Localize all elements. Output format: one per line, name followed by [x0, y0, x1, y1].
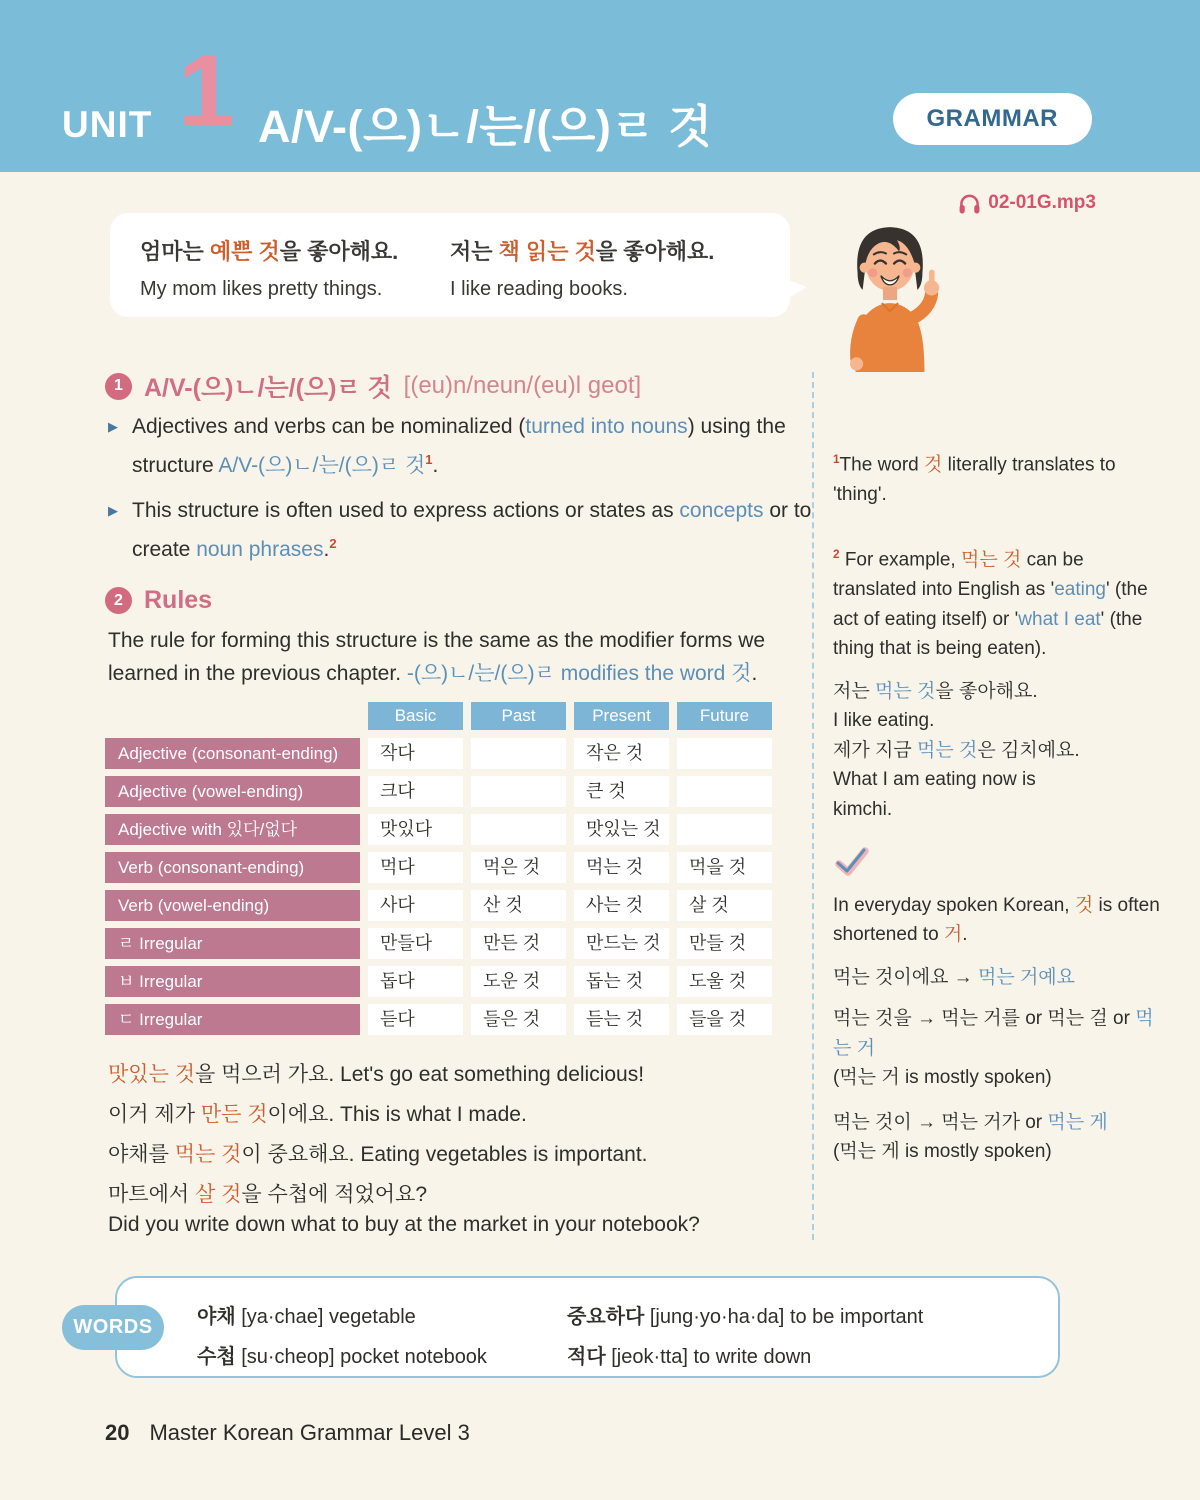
sidebar-example-line: I like eating.	[833, 710, 935, 732]
word-romanization: [jeok·tta]	[611, 1346, 688, 1368]
example-sentence	[108, 1140, 818, 1170]
check-icon	[833, 846, 869, 877]
table-row	[105, 738, 785, 769]
word-korean: 적다	[567, 1346, 606, 1368]
sidebar-example-line: What I am eating now is	[833, 769, 1036, 791]
table-cell: 크다	[368, 776, 463, 807]
example-line: 이거 제가 만든 것이에요. This is what I made.	[108, 1103, 527, 1126]
table-row	[105, 814, 785, 845]
table-row	[105, 1004, 785, 1035]
table-cell: 도울 것	[677, 966, 772, 997]
example-line: 맛있는 것을 먹으러 가요. Let's go eat something delicious!	[108, 1063, 645, 1086]
table-row	[105, 852, 785, 883]
table-cell: 듣는 것	[574, 1004, 669, 1035]
table-cell: 도운 것	[471, 966, 566, 997]
shortening-note: (먹는 게 is mostly spoken)	[833, 1141, 1052, 1163]
table-column-header: Past	[471, 702, 566, 730]
word-romanization: [jung·yo·ha·da]	[649, 1306, 785, 1328]
table-column-header: Basic	[368, 702, 463, 730]
example-sentence	[108, 1100, 818, 1130]
section-1-bullets	[108, 410, 814, 578]
unit-label: UNIT	[62, 104, 153, 145]
audio-link[interactable]	[958, 192, 1096, 214]
sidebar-example-line: 제가 지금 먹는 것은 김치예요.	[833, 739, 1080, 761]
unit-number: 1	[178, 34, 235, 148]
table-row	[105, 776, 785, 807]
table-column-header: Future	[677, 702, 772, 730]
section-1-title-romanization: [(eu)n/neun/(eu)l geot]	[403, 372, 642, 399]
page-number: 20	[105, 1420, 130, 1445]
table-cell	[471, 776, 566, 807]
vocabulary-box	[115, 1276, 1060, 1378]
vocabulary-item	[197, 1300, 567, 1329]
table-row-label: ㅂ Irregular	[105, 966, 360, 997]
word-korean: 중요하다	[567, 1306, 645, 1328]
table-row	[105, 890, 785, 921]
footnote-1: $^1$The word 것 literally translates to 'thing'.	[833, 453, 1116, 505]
bullet-text: Adjectives and verbs can be nominalized (turned into nouns) using the structure A/V-(으)ㄴ/는/(으)ㄹ 것$^1$.	[132, 415, 786, 477]
korean-sentence: 엄마는 예쁜 것을 좋아해요.	[140, 239, 399, 264]
word-meaning: to write down	[693, 1346, 812, 1368]
audio-filename: 02-01G.mp3	[988, 192, 1096, 213]
vocabulary-item	[567, 1340, 923, 1369]
table-cell: 먹다	[368, 852, 463, 883]
book-title: Master Korean Grammar Level 3	[149, 1420, 470, 1445]
example-line: 마트에서 살 것을 수첩에 적었어요?	[108, 1183, 428, 1206]
table-cell: 만들다	[368, 928, 463, 959]
table-row	[105, 928, 785, 959]
table-row	[105, 966, 785, 997]
table-cell: 맛있는 것	[574, 814, 669, 845]
bubble-example-2	[450, 235, 760, 317]
table-cell: 살 것	[677, 890, 772, 921]
table-cell: 작은 것	[574, 738, 669, 769]
unit-header	[0, 0, 1200, 172]
table-cell: 돕는 것	[574, 966, 669, 997]
sidebar-notes	[833, 445, 1165, 1167]
table-row-label: Adjective (consonant-ending)	[105, 738, 360, 769]
page-title: A/V-(으)ㄴ/는/(으)ㄹ 것	[258, 101, 713, 152]
table-cell: 사는 것	[574, 890, 669, 921]
words-tag: WORDS	[62, 1305, 164, 1350]
sidebar-example-line: kimchi.	[833, 798, 893, 820]
tip-text: In everyday spoken Korean, 것 is often shortened to 거.	[833, 894, 1160, 946]
speech-bubble-tail	[783, 278, 807, 301]
section-2-badge: 2	[105, 587, 132, 614]
table-cell	[677, 814, 772, 845]
tip-block	[833, 846, 1165, 887]
table-cell: 먹는 것	[574, 852, 669, 883]
word-meaning: to be important	[789, 1306, 924, 1328]
shortening-example-1: 먹는 것이에요 → 먹는 거예요	[833, 966, 1076, 988]
section-1-title-korean: A/V-(으)ㄴ/는/(으)ㄹ 것	[144, 374, 392, 402]
example-line: 야채를 먹는 것이 중요해요. Eating vegetables is important.	[108, 1143, 648, 1166]
page-footer	[105, 1420, 470, 1446]
shortening-example-2	[833, 1004, 1165, 1093]
table-cell: 들을 것	[677, 1004, 772, 1035]
table-column-header: Present	[574, 702, 669, 730]
table-cell: 만들 것	[677, 928, 772, 959]
example-sentence	[108, 1060, 818, 1090]
section-1-badge: 1	[105, 373, 132, 400]
shortening-example-3	[833, 1108, 1165, 1167]
shortening-line: 먹는 것이 → 먹는 거가 or 먹는 게	[833, 1111, 1108, 1133]
bullet-item	[108, 494, 814, 566]
column-divider	[812, 372, 814, 1240]
speech-bubble	[110, 213, 790, 317]
word-korean: 야채	[197, 1306, 236, 1328]
table-cell: 만드는 것	[574, 928, 669, 959]
table-row-label: ㄹ Irregular	[105, 928, 360, 959]
section-1-heading	[105, 368, 641, 404]
table-cell	[471, 814, 566, 845]
table-row-label: ㄷ Irregular	[105, 1004, 360, 1035]
table-cell: 작다	[368, 738, 463, 769]
table-cell: 산 것	[471, 890, 566, 921]
korean-sentence: 저는 책 읽는 것을 좋아해요.	[450, 239, 715, 264]
table-cell: 먹을 것	[677, 852, 772, 883]
grammar-badge: GRAMMAR	[893, 93, 1092, 145]
table-cell: 사다	[368, 890, 463, 921]
example-sentences	[108, 1060, 818, 1250]
table-header-row	[105, 702, 785, 730]
table-cell: 만든 것	[471, 928, 566, 959]
table-cell: 돕다	[368, 966, 463, 997]
triangle-bullet-icon: ▶	[108, 419, 118, 434]
rules-intro: The rule for forming this structure is the same as the modifier forms we learned in the previous chapter. -(으)ㄴ/는/(으)ㄹ modifies the word 것.	[108, 629, 766, 685]
section-2-heading	[105, 586, 212, 615]
triangle-bullet-icon: ▶	[108, 503, 118, 518]
table-cell: 듣다	[368, 1004, 463, 1035]
english-translation: I like reading books.	[450, 278, 628, 300]
table-row-label: Verb (vowel-ending)	[105, 890, 360, 921]
table-cell: 맛있다	[368, 814, 463, 845]
footnote-2: $^2$ For example, 먹는 것 can be translated into English as 'eating' (the act of eating itself) or 'what I eat' (the thing that is being eaten).	[833, 548, 1148, 660]
example-sentence	[108, 1180, 818, 1240]
table-row-label: Adjective (vowel-ending)	[105, 776, 360, 807]
table-cell: 큰 것	[574, 776, 669, 807]
english-translation: My mom likes pretty things.	[140, 278, 383, 300]
table-cell	[677, 776, 772, 807]
person-illustration	[826, 220, 954, 372]
table-header-spacer	[105, 702, 360, 730]
bubble-example-1	[140, 235, 450, 317]
word-meaning: vegetable	[329, 1306, 416, 1328]
sidebar-example-line: 저는 먹는 것을 좋아해요.	[833, 680, 1038, 702]
table-cell	[677, 738, 772, 769]
vocabulary-item	[567, 1300, 923, 1329]
vocabulary-item	[197, 1340, 567, 1369]
shortening-line: 먹는 것을 → 먹는 거를 or 먹는 걸 or 먹는 거	[833, 1008, 1154, 1059]
table-cell: 먹은 것	[471, 852, 566, 883]
word-korean: 수첩	[197, 1346, 236, 1368]
word-romanization: [ya·chae]	[241, 1306, 324, 1328]
table-row-label: Verb (consonant-ending)	[105, 852, 360, 883]
conjugation-table	[105, 702, 785, 1042]
headphones-icon	[958, 193, 981, 214]
table-cell	[471, 738, 566, 769]
bullet-item	[108, 410, 814, 482]
word-meaning: pocket notebook	[340, 1346, 487, 1368]
section-2-title: Rules	[144, 586, 213, 614]
word-romanization: [su·cheop]	[241, 1346, 335, 1368]
bullet-text: This structure is often used to express actions or states as concepts or to create noun phrases.$^2$	[132, 499, 812, 561]
vocabulary-column-1	[197, 1300, 567, 1376]
table-row-label: Adjective with 있다/없다	[105, 814, 360, 845]
shortening-note: (먹는 거 is mostly spoken)	[833, 1067, 1052, 1089]
sidebar-examples	[833, 677, 1165, 825]
table-cell: 들은 것	[471, 1004, 566, 1035]
vocabulary-column-2	[567, 1300, 923, 1376]
example-line: Did you write down what to buy at the market in your notebook?	[108, 1213, 700, 1236]
